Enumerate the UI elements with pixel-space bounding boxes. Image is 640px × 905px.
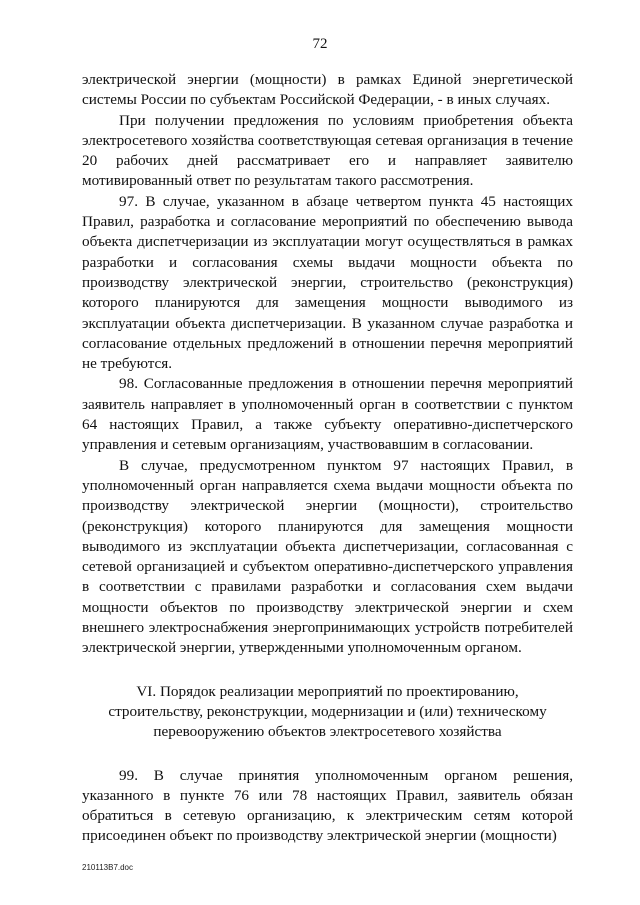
paragraph-offer-review: При получении предложения по условиям приобретения объекта электросетевого хозяйства соответствующая сетевая организация в течение 20 рабочих дней рассматривает его и направляет заявителю мотивированный ответ по результатам такого рассмотрения. xyxy=(82,111,573,190)
document-body xyxy=(82,70,573,847)
section-heading: VI. Порядок реализации мероприятий по проектированию, строительству, реконструкции, модернизации и (или) техническому перевооружению объектов электросетевого хозяйства xyxy=(108,682,547,741)
paragraph-continuation: электрической энергии (мощности) в рамках Единой энергетической системы России по субъектам Российской Федерации, - в иных случаях. xyxy=(82,71,573,109)
paragraph-98-case: В случае, предусмотренном пунктом 97 настоящих Правил, в уполномоченный орган направляется схема выдачи мощности объекта по производству электрической энергии (мощности), строительство (реконструкция) которого планируются для замещения мощности выводимого из эксплуатации объекта диспетчеризации, согласованная с сетевой организацией и субъектом оперативно-диспетчерского управления в соответствии с правилами разработки и согласования схем выдачи мощности объектов по производству электрической энергии и схем внешнего электроснабжения энергопринимающих устройств потребителей электрической энергии, утвержденными уполномоченным органом. xyxy=(82,456,573,657)
paragraph-98: 98. Согласованные предложения в отношении перечня мероприятий заявитель направляет в уполномоченный орган в соответствии с пунктом 64 настоящих Правил, а также субъекту оперативно-диспетчерского управления и сетевым организациям, участвовавшим в согласовании. xyxy=(82,375,573,454)
paragraph-97: 97. В случае, указанном в абзаце четвертом пункта 45 настоящих Правил, разработка и согласование мероприятий по обеспечению вывода объекта диспетчеризации из эксплуатации могут осуществляться в рамках разработки и согласования схемы выдачи мощности объекта по производству электрической энергии, строительство (реконструкция) которого планируются для замещения мощности выводимого из эксплуатации объекта диспетчеризации. В указанном случае разработка и согласование отдельных предложений в отношении перечня мероприятий не требуются. xyxy=(82,192,573,373)
page-number: 72 xyxy=(312,36,328,52)
paragraph-99: 99. В случае принятия уполномоченным органом решения, указанного в пункте 76 или 78 настоящих Правил, заявитель обязан обратиться в сетевую организацию, к электрическим сетям которой присоединен объект по производству электрической энергии (мощности) xyxy=(82,766,573,845)
footer-filename: 210113В7.doc xyxy=(82,863,134,872)
